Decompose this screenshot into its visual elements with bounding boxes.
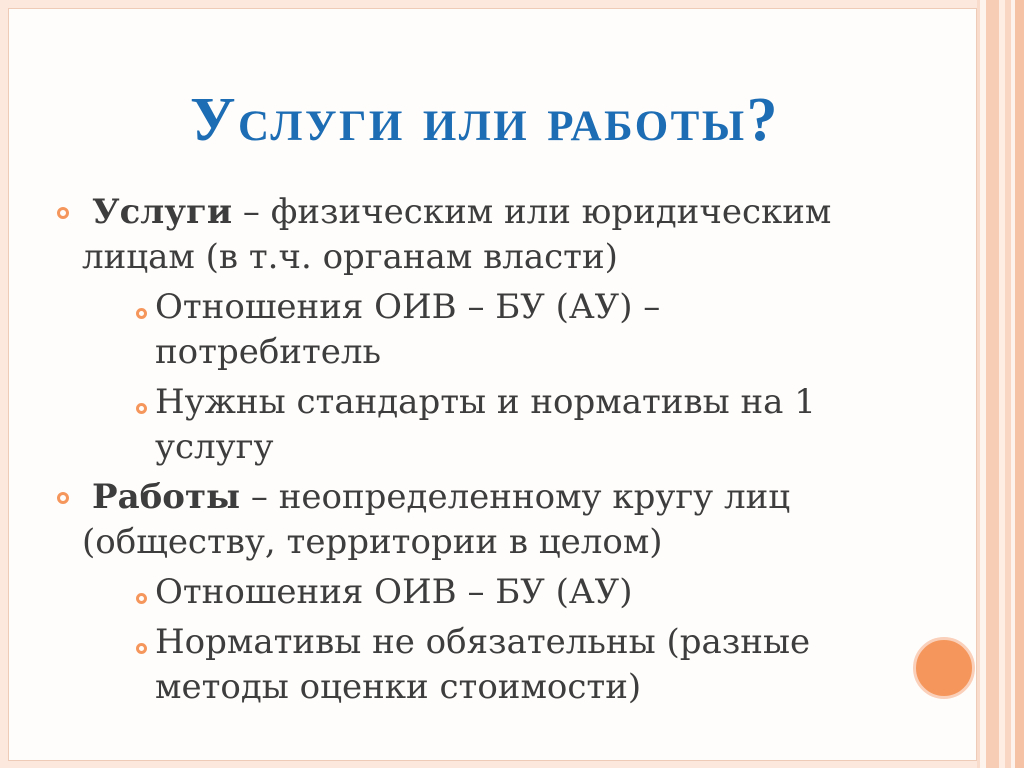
list-subitem-relations <box>0 570 1000 615</box>
ring-bullet-icon <box>136 308 147 319</box>
slide-title: Услуги или работы? <box>189 86 781 154</box>
bullet-list <box>0 190 1000 715</box>
term-services: Услуги <box>92 192 233 232</box>
ring-bullet-icon <box>57 492 69 504</box>
item-text: Отношения ОИВ – БУ (АУ) – потребитель <box>155 287 661 372</box>
term-works: Работы <box>92 477 241 517</box>
list-item-works <box>0 475 1000 565</box>
item-text: – физическим или юридическим лицам (в т.ч. органам власти) <box>82 192 832 277</box>
list-subitem-standards <box>0 380 1000 470</box>
item-text: Отношения ОИВ – БУ (АУ) <box>155 572 633 612</box>
item-text: Нормативы не обязательны (разные методы оценки стоимости) <box>155 622 811 707</box>
list-subitem-relations <box>0 285 1000 375</box>
item-text: Нужны стандарты и нормативы на 1 услугу <box>155 382 816 467</box>
ring-bullet-icon <box>57 207 69 219</box>
list-subitem-norms <box>0 620 1000 710</box>
ring-bullet-icon <box>136 593 147 604</box>
item-text: – неопределенному кругу лиц (обществу, территории в целом) <box>82 477 791 562</box>
list-item-services <box>0 190 1000 280</box>
ring-bullet-icon <box>136 643 147 654</box>
ring-bullet-icon <box>136 403 147 414</box>
